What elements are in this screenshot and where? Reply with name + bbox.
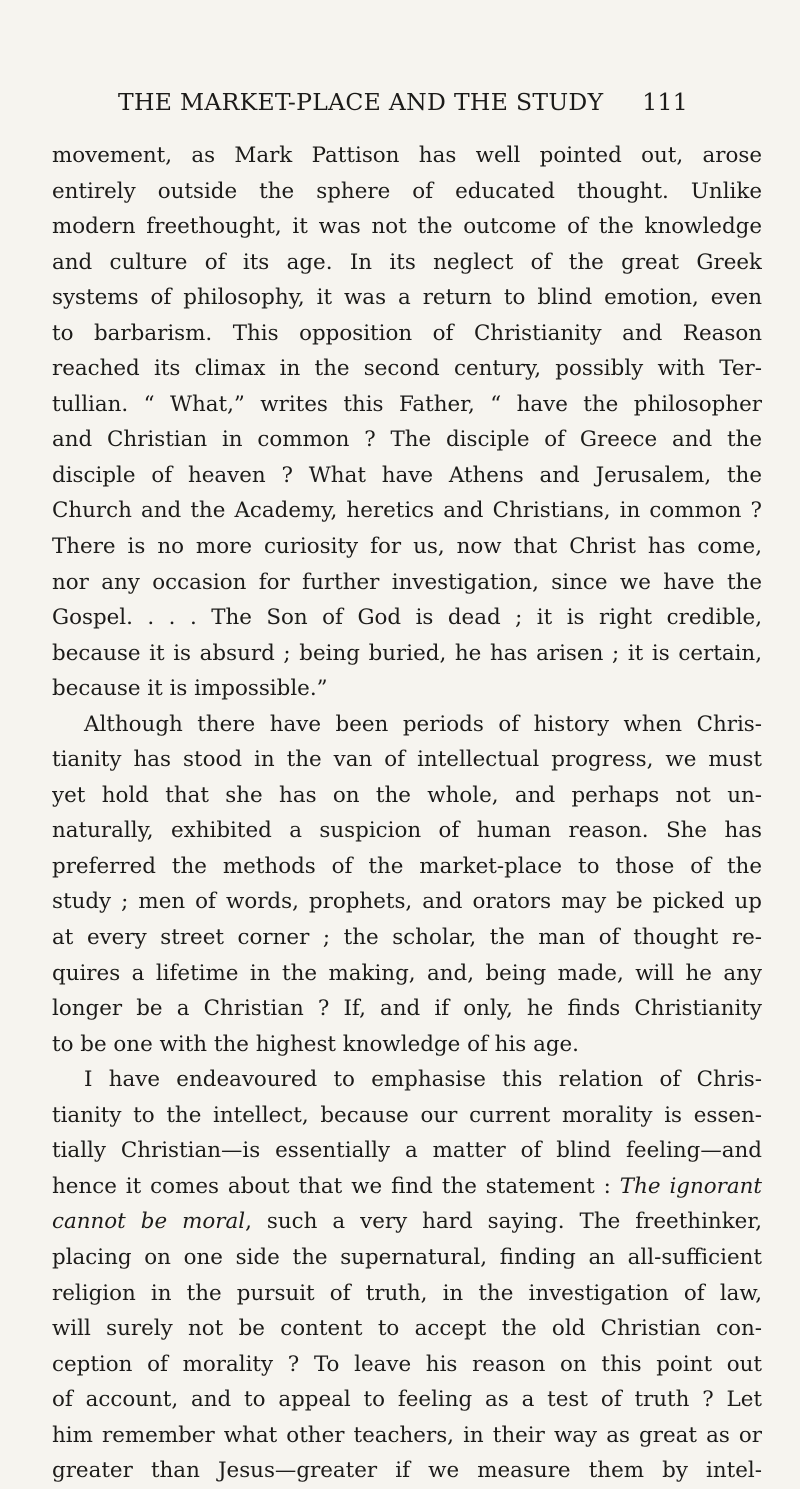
line-text: tially Christian—is essentially a matter of blind feeling—and: [52, 1138, 762, 1164]
text-line: [52, 1347, 762, 1383]
text-line: [52, 458, 762, 494]
text-line: [52, 1276, 762, 1312]
line-text: at every street corner ; the scholar, the man of thought re-: [52, 925, 762, 951]
line-text: movement, as Mark Pattison has well pointed out, arose: [52, 143, 762, 168]
running-title: THE MARKET-PLACE AND THE STUDY: [118, 88, 604, 116]
text-line: [52, 493, 762, 529]
text-line: [52, 849, 762, 885]
text-line: [52, 1062, 762, 1098]
text-line: [52, 280, 762, 316]
text-line: [52, 316, 762, 352]
line-text: because it is impossible.”: [52, 676, 328, 702]
line-text: preferred the methods of the market-place to those of the: [52, 853, 762, 879]
italic-text: The ignorant: [619, 1173, 762, 1199]
text-line: [52, 351, 762, 387]
line-text: longer be a Christian ? If, and if only, he finds Christianity: [52, 996, 762, 1022]
text-line: [52, 1098, 762, 1134]
line-text: tullian. “ What,” writes this Father, “ have the philosopher: [52, 391, 762, 417]
text-line: [52, 1204, 762, 1240]
page-number: 111: [642, 88, 688, 116]
line-text: to be one with the highest knowledge of his age.: [52, 1031, 579, 1057]
line-text: quires a lifetime in the making, and, being made, will he any: [52, 960, 762, 986]
text-line: [52, 387, 762, 423]
line-text: Church and the Academy, heretics and Christians, in common ?: [52, 498, 762, 524]
text-line: [52, 138, 762, 174]
text-line: [52, 742, 762, 778]
text-line: [52, 813, 762, 849]
text-line: [52, 1418, 762, 1454]
line-text: because it is absurd ; being buried, he has arisen ; it is certain,: [52, 640, 762, 666]
text-line: [52, 671, 762, 707]
line-text: of account, and to appeal to feeling as a test of truth ? Let: [52, 1387, 762, 1413]
line-text: modern freethought, it was not the outcome of the knowledge: [52, 214, 762, 240]
body-text: [52, 138, 762, 1489]
text-line: [52, 920, 762, 956]
line-text: tianity has stood in the van of intellectual progress, we must: [52, 747, 762, 773]
text-line: [52, 778, 762, 814]
line-text: and Christian in common ? The disciple of Greece and the: [52, 427, 762, 453]
line-text: I have endeavoured to emphasise this relation of Chris-: [84, 1067, 762, 1093]
line-text: and culture of its age. In its neglect of the great Greek: [52, 249, 762, 275]
line-text: religion in the pursuit of truth, in the investigation of law,: [52, 1280, 762, 1306]
line-text: Although there have been periods of history when Chris-: [84, 711, 762, 737]
text-line: [52, 209, 762, 245]
text-line: [52, 174, 762, 210]
line-text: placing on one side the supernatural, finding an all-sufficient: [52, 1244, 762, 1270]
text-line: [52, 1311, 762, 1347]
text-line: [52, 1240, 762, 1276]
text-line: [52, 991, 762, 1027]
line-text: naturally, exhibited a suspicion of human reason. She has: [52, 818, 762, 844]
text-line: [52, 529, 762, 565]
text-line: [52, 1169, 762, 1205]
text-line: [52, 565, 762, 601]
line-text: , such a very hard saying. The freethinker,: [245, 1209, 762, 1235]
line-text: disciple of heaven ? What have Athens and Jerusalem, the: [52, 462, 762, 488]
italic-text: cannot be moral: [52, 1209, 246, 1235]
text-line: [52, 636, 762, 672]
line-text: to barbarism. This opposition of Christianity and Reason: [52, 320, 762, 346]
text-line: [52, 956, 762, 992]
text-line: [52, 707, 762, 743]
text-line: [52, 600, 762, 636]
line-text: yet hold that she has on the whole, and perhaps not un-: [52, 782, 762, 808]
line-text: nor any occasion for further investigation, since we have the: [52, 569, 762, 595]
text-line: [52, 1027, 762, 1063]
line-text: study ; men of words, prophets, and orators may be picked up: [52, 889, 762, 915]
page-header: [118, 88, 688, 120]
line-text: Gospel. . . . The Son of God is dead ; it is right credible,: [52, 605, 762, 631]
line-text: entirely outside the sphere of educated thought. Unlike: [52, 178, 762, 204]
line-text: There is no more curiosity for us, now that Christ has come,: [52, 534, 762, 560]
line-text: will surely not be content to accept the old Christian con-: [52, 1316, 762, 1342]
line-text: systems of philosophy, it was a return to blind emotion, even: [52, 285, 762, 311]
text-line: [52, 884, 762, 920]
text-line: [52, 1382, 762, 1418]
line-text: ception of morality ? To leave his reason on this point out: [52, 1351, 762, 1377]
line-text: him remember what other teachers, in their way as great as or: [52, 1422, 762, 1448]
line-text: reached its climax in the second century, possibly with Ter-: [52, 356, 762, 382]
line-text: hence it comes about that we find the statement :: [52, 1173, 620, 1199]
text-line: [52, 422, 762, 458]
text-line: [52, 1453, 762, 1489]
text-line: [52, 1133, 762, 1169]
text-line: [52, 245, 762, 281]
line-text: tianity to the intellect, because our current morality is essen-: [52, 1102, 762, 1128]
line-text: greater than Jesus—greater if we measure them by intel-: [52, 1458, 762, 1484]
